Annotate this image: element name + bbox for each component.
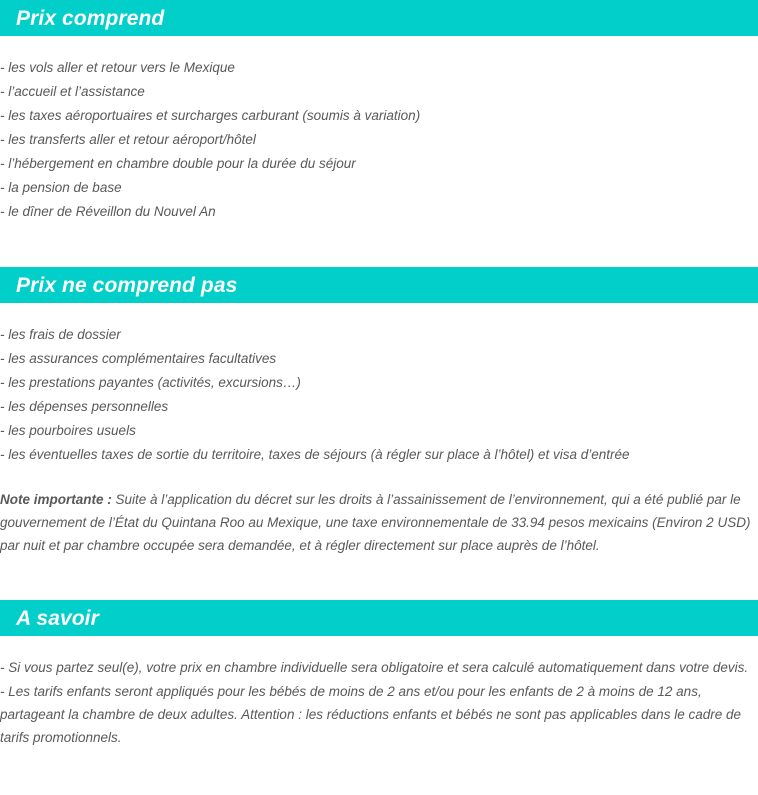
spacer bbox=[0, 467, 758, 488]
section-body-a-savoir bbox=[0, 656, 758, 749]
list-item: - les vols aller et retour vers le Mexique bbox=[0, 60, 235, 75]
spacer bbox=[0, 224, 758, 267]
list-item: - l’hébergement en chambre double pour la durée du séjour bbox=[0, 156, 356, 171]
section-title: Prix ne comprend pas bbox=[16, 273, 238, 297]
section-body-prix-ne-comprend-pas bbox=[0, 323, 758, 557]
list-item: - les dépenses personnelles bbox=[0, 399, 169, 414]
list-item: - les éventuelles taxes de sortie du territoire, taxes de séjours (à régler sur place à l’hôtel) et visa d’entrée bbox=[0, 447, 630, 462]
list-item: - les pourboires usuels bbox=[0, 423, 136, 438]
list-item: - le dîner de Réveillon du Nouvel An bbox=[0, 204, 216, 219]
section-title: Prix comprend bbox=[16, 6, 165, 30]
list-item: - les transferts aller et retour aéroport/hôtel bbox=[0, 132, 256, 147]
spacer bbox=[0, 636, 758, 656]
included-list bbox=[0, 56, 758, 224]
note-paragraph: - Les tarifs enfants seront appliqués pour les bébés de moins de 2 ans et/ou pour les enfants de 2 à moins de 12 ans, partageant la chambre de deux adultes. Attention : les réductions enfants et bébés ne sont pas applicables dans le cadre de tarifs promotionnels. bbox=[0, 684, 741, 745]
important-note bbox=[0, 488, 758, 557]
spacer bbox=[0, 36, 758, 56]
spacer bbox=[0, 303, 758, 323]
important-note-text: Suite à l’application du décret sur les droits à l’assainissement de l’environnement, qui a été publié par le gouvernement de l’État du Quintana Roo au Mexique, une taxe environnementale de 33.94 pesos mexicains (Environ 2 USD) par nuit et par chambre occupée sera demandée, et à régler directement sur place auprès de l’hôtel. bbox=[0, 492, 751, 553]
section-body-prix-comprend bbox=[0, 56, 758, 224]
note-paragraph: - Si vous partez seul(e), votre prix en chambre individuelle sera obligatoire et sera calculé automatiquement dans votre devis. bbox=[0, 660, 749, 675]
section-header-a-savoir bbox=[0, 600, 758, 636]
section-title: A savoir bbox=[16, 606, 99, 630]
section-header-prix-ne-comprend-pas bbox=[0, 267, 758, 303]
list-item: - la pension de base bbox=[0, 180, 122, 195]
important-note-label: Note importante : bbox=[0, 492, 112, 507]
list-item: - les assurances complémentaires facultatives bbox=[0, 351, 277, 366]
excluded-list bbox=[0, 323, 758, 467]
section-header-prix-comprend bbox=[0, 0, 758, 36]
spacer bbox=[0, 557, 758, 600]
list-item: - les taxes aéroportuaires et surcharges carburant (soumis à variation) bbox=[0, 108, 421, 123]
list-item: - les prestations payantes (activités, excursions…) bbox=[0, 375, 301, 390]
list-item: - l’accueil et l’assistance bbox=[0, 84, 145, 99]
list-item: - les frais de dossier bbox=[0, 327, 121, 342]
